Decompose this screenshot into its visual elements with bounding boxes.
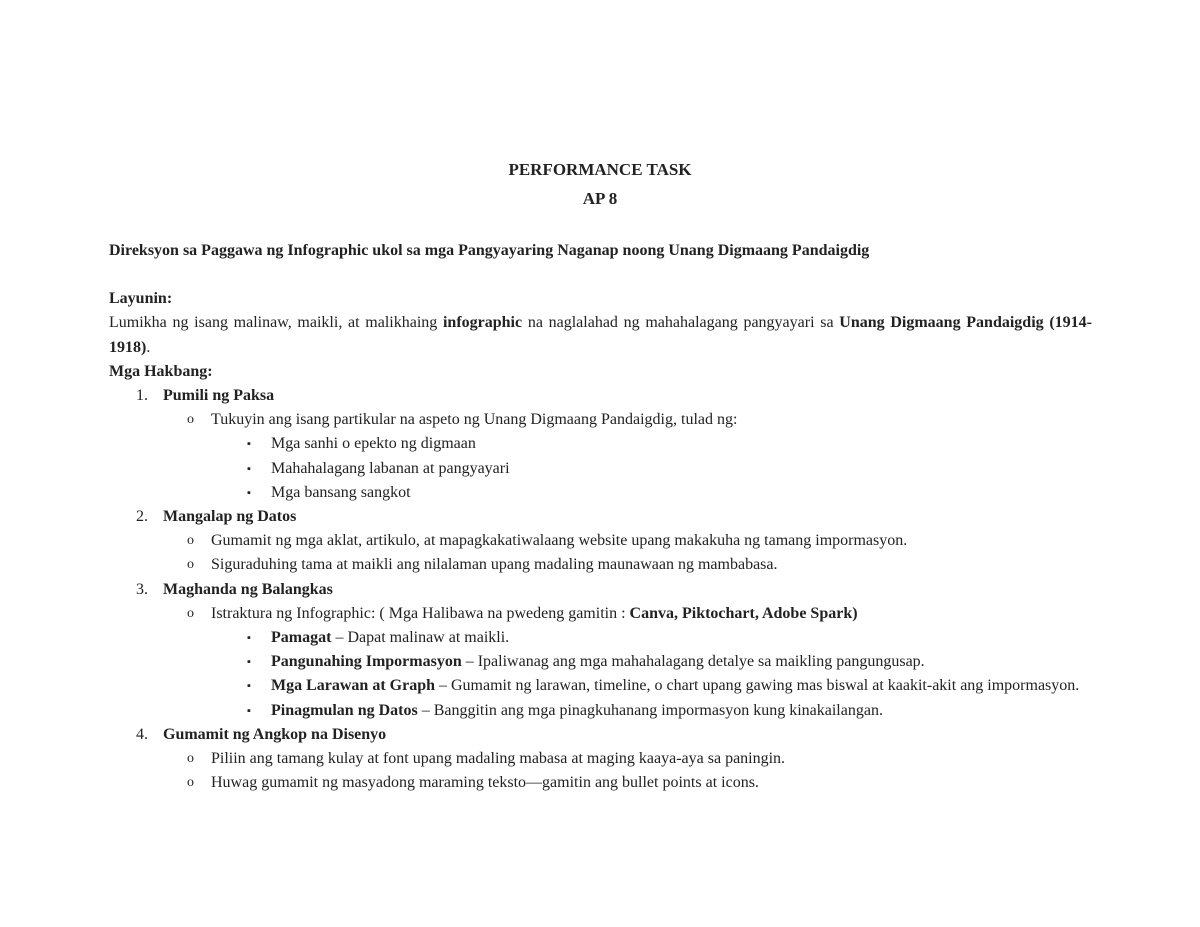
steps-list xyxy=(109,384,1092,795)
step-item xyxy=(109,505,1092,578)
step-item xyxy=(109,723,1092,796)
sub-item-text: Tukuyin ang isang partikular na aspeto ng Unang Digmaang Pandaigdig, tulad ng: xyxy=(211,411,738,429)
sub-sub-item-label: Pamagat xyxy=(271,629,332,647)
step-title: Mangalap ng Datos xyxy=(163,508,297,526)
square-bullet-icon: ▪ xyxy=(247,632,251,645)
objective-text-3: . xyxy=(146,338,151,356)
sub-sub-item-text: Mahahalagang labanan at pangyayari xyxy=(271,459,510,477)
document-body xyxy=(109,239,1092,795)
step-number: 2. xyxy=(136,508,148,526)
spacer xyxy=(109,263,1092,287)
step-number: 4. xyxy=(136,725,148,743)
sub-sub-item xyxy=(211,481,1092,505)
tool-examples: Canva, Piktochart, Adobe Spark) xyxy=(629,604,858,622)
square-bullet-icon: ▪ xyxy=(247,462,251,475)
step-number: 3. xyxy=(136,580,148,598)
step-title: Pumili ng Paksa xyxy=(163,387,275,405)
sub-item-text: Siguraduhing tama at maikli ang nilalaman upang madaling maunawaan ng mambabasa. xyxy=(211,556,778,574)
circle-bullet-icon: o xyxy=(187,775,194,791)
step-sub-list xyxy=(163,747,1092,795)
sub-item xyxy=(163,747,1092,771)
direction-heading: Direksyon sa Paggawa ng Infographic ukol sa mga Pangyayaring Naganap noong Unang Digmaang Pandaigdig xyxy=(109,242,870,259)
sub-sub-list xyxy=(211,432,1092,505)
steps-heading: Mga Hakbang: xyxy=(109,362,213,380)
sub-item xyxy=(163,529,1092,553)
sub-item xyxy=(163,771,1092,795)
objective-bold-2: Unang Digmaang Pandaigdig (1914-1918) xyxy=(109,314,1093,356)
sub-sub-item xyxy=(211,626,1092,650)
sub-item xyxy=(163,553,1092,577)
objective-text xyxy=(109,311,1092,359)
square-bullet-icon: ▪ xyxy=(247,438,251,451)
circle-bullet-icon: o xyxy=(187,533,194,549)
sub-sub-item-desc: – Ipaliwanag ang mga mahahalagang detalye sa maikling pangungusap. xyxy=(461,653,925,671)
square-bullet-icon: ▪ xyxy=(247,680,251,693)
page-title: PERFORMANCE TASK xyxy=(508,160,692,179)
step-sub-list xyxy=(163,529,1092,577)
sub-sub-item-desc: – Gumamit ng larawan, timeline, o chart upang gawing mas biswal at kaakit-akit ang impormasyon. xyxy=(435,677,1080,695)
objective-heading: Layunin: xyxy=(109,290,173,308)
sub-sub-item xyxy=(211,457,1092,481)
sub-item-text: Istraktura ng Infographic: ( Mga Halibawa na pwedeng gamitin : xyxy=(211,604,630,622)
sub-sub-item xyxy=(211,432,1092,456)
step-item xyxy=(109,384,1092,505)
sub-item xyxy=(163,408,1092,505)
page-subtitle: AP 8 xyxy=(582,189,618,208)
sub-sub-item xyxy=(211,699,1092,723)
sub-sub-item-text: Mga bansang sangkot xyxy=(271,483,411,501)
sub-item-text: Gumamit ng mga aklat, artikulo, at mapagkakatiwalaang website upang makakuha ng tamang impormasyon. xyxy=(211,532,908,550)
sub-sub-list xyxy=(211,626,1092,723)
step-sub-list xyxy=(163,408,1092,505)
sub-sub-item-label: Mga Larawan at Graph xyxy=(271,677,435,695)
square-bullet-icon: ▪ xyxy=(247,656,251,669)
sub-sub-item-text: Mga sanhi o epekto ng digmaan xyxy=(271,435,476,453)
circle-bullet-icon: o xyxy=(187,605,194,621)
square-bullet-icon: ▪ xyxy=(247,486,251,499)
step-sub-list xyxy=(163,602,1092,723)
circle-bullet-icon: o xyxy=(187,412,194,428)
circle-bullet-icon: o xyxy=(187,751,194,767)
sub-sub-item-desc: – Banggitin ang mga pinagkuhanang impormasyon kung kinakailangan. xyxy=(417,701,883,719)
circle-bullet-icon: o xyxy=(187,557,194,573)
step-number: 1. xyxy=(136,387,148,405)
step-title: Gumamit ng Angkop na Disenyo xyxy=(163,725,387,743)
sub-sub-item-label: Pinagmulan ng Datos xyxy=(271,701,418,719)
sub-sub-item-desc: – Dapat malinaw at maikli. xyxy=(331,629,510,647)
square-bullet-icon: ▪ xyxy=(247,704,251,717)
objective-text-1: Lumikha ng isang malinaw, maikli, at malikhaing xyxy=(109,314,443,332)
step-title: Maghanda ng Balangkas xyxy=(163,580,333,598)
sub-sub-item xyxy=(211,650,1092,674)
objective-bold-1: infographic xyxy=(442,314,523,332)
sub-item-text: Huwag gumamit ng masyadong maraming teksto—gamitin ang bullet points at icons. xyxy=(211,774,759,792)
sub-item xyxy=(163,602,1092,723)
sub-sub-item xyxy=(211,674,1092,698)
step-item xyxy=(109,578,1092,723)
sub-sub-item-label: Pangunahing Impormasyon xyxy=(271,653,462,671)
objective-text-2: na naglalahad ng mahahalagang pangyayari sa xyxy=(522,314,840,332)
sub-item-text: Piliin ang tamang kulay at font upang madaling mabasa at maging kaaya-aya sa paningin. xyxy=(211,750,786,768)
